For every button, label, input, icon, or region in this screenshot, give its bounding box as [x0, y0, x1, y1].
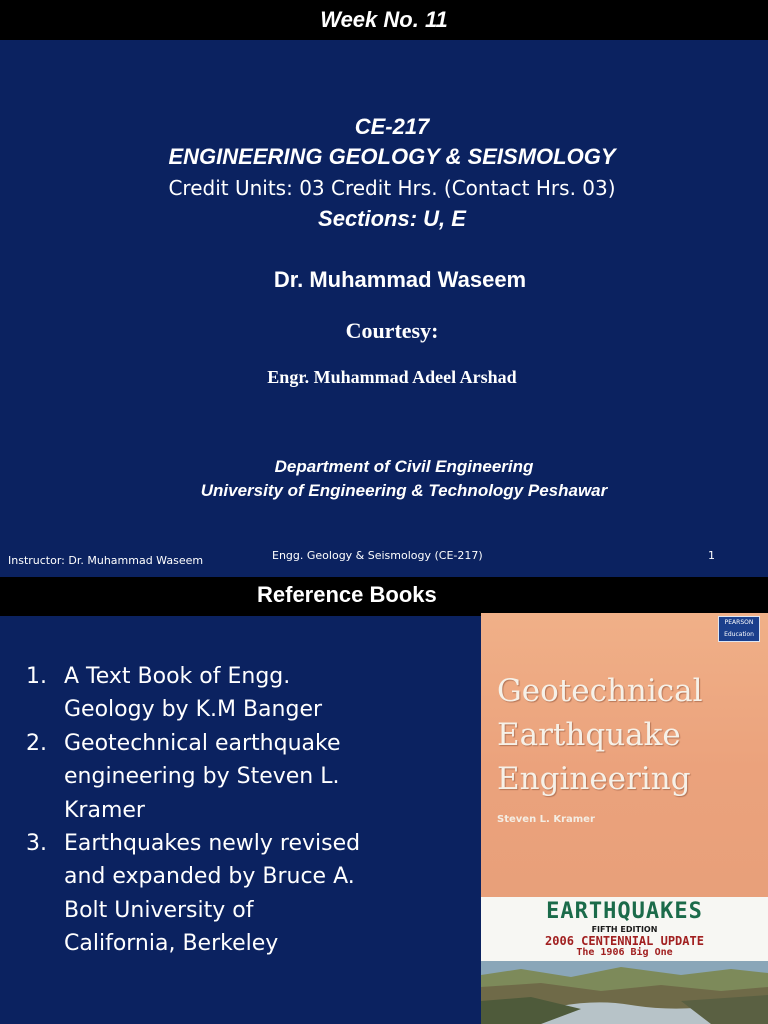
earthquakes-book-cover: [481, 897, 768, 1024]
week-header-bar: [0, 0, 768, 40]
cover-title-line1: Geotechnical: [497, 673, 703, 709]
footer-instructor: Instructor: Dr. Muhammad Waseem: [8, 554, 204, 567]
list-number: 2.: [26, 730, 47, 756]
footer-page-number: 1: [708, 549, 715, 562]
book-list: [26, 660, 366, 961]
list-number: 1.: [26, 664, 47, 689]
pearson-logo: [718, 616, 760, 642]
publisher-line1: PEARSON: [724, 619, 754, 626]
cover2-update: 2006 CENTENNIAL UPDATE: [545, 934, 704, 948]
landscape-photo: [481, 961, 768, 1024]
cover-author: Steven L. Kramer: [497, 814, 595, 825]
title-slide: [0, 40, 768, 577]
course-title: ENGINEERING GEOLOGY & SEISMOLOGY: [168, 144, 616, 169]
sections: Sections: U, E: [318, 206, 466, 231]
instructor-name: Dr. Muhammad Waseem: [273, 267, 527, 292]
footer-course: Engg. Geology & Seismology (CE-217): [272, 549, 483, 562]
department: Department of Civil Engineering: [274, 457, 534, 476]
courtesy-name: Engr. Muhammad Adeel Arshad: [267, 367, 517, 387]
list-item: [26, 727, 366, 827]
cover2-subtitle: The 1906 Big One: [576, 947, 673, 958]
cover2-title: EARTHQUAKES: [546, 899, 703, 924]
week-title: Week No. 11: [320, 7, 448, 32]
reference-header-bar: [0, 577, 768, 616]
credit-units: Credit Units: 03 Credit Hrs. (Contact Hrs. 03): [168, 176, 616, 200]
cover-title-line2: Earthquake: [497, 717, 681, 753]
cover2-edition: FIFTH EDITION: [591, 925, 658, 934]
publisher-line2: Education: [724, 631, 754, 638]
cover-title-line3: Engineering: [497, 761, 691, 797]
university: University of Engineering & Technology Peshawar: [200, 481, 608, 500]
list-item: [26, 660, 366, 727]
geotechnical-book-cover: [481, 613, 768, 897]
course-code: CE-217: [354, 114, 430, 139]
list-number: 3.: [26, 831, 47, 857]
book-text: Earthquakes newly revised and expanded by Bruce A. Bolt University of California, Berkeley: [64, 831, 361, 957]
reference-books-title: Reference Books: [257, 582, 437, 607]
book-text: Geotechnical earthquake engineering by Steven L. Kramer: [64, 730, 341, 823]
list-item: [26, 827, 366, 961]
book-text: A Text Book of Engg. Geology by K.M Banger: [64, 664, 323, 723]
courtesy-heading: Courtesy:: [345, 318, 439, 343]
